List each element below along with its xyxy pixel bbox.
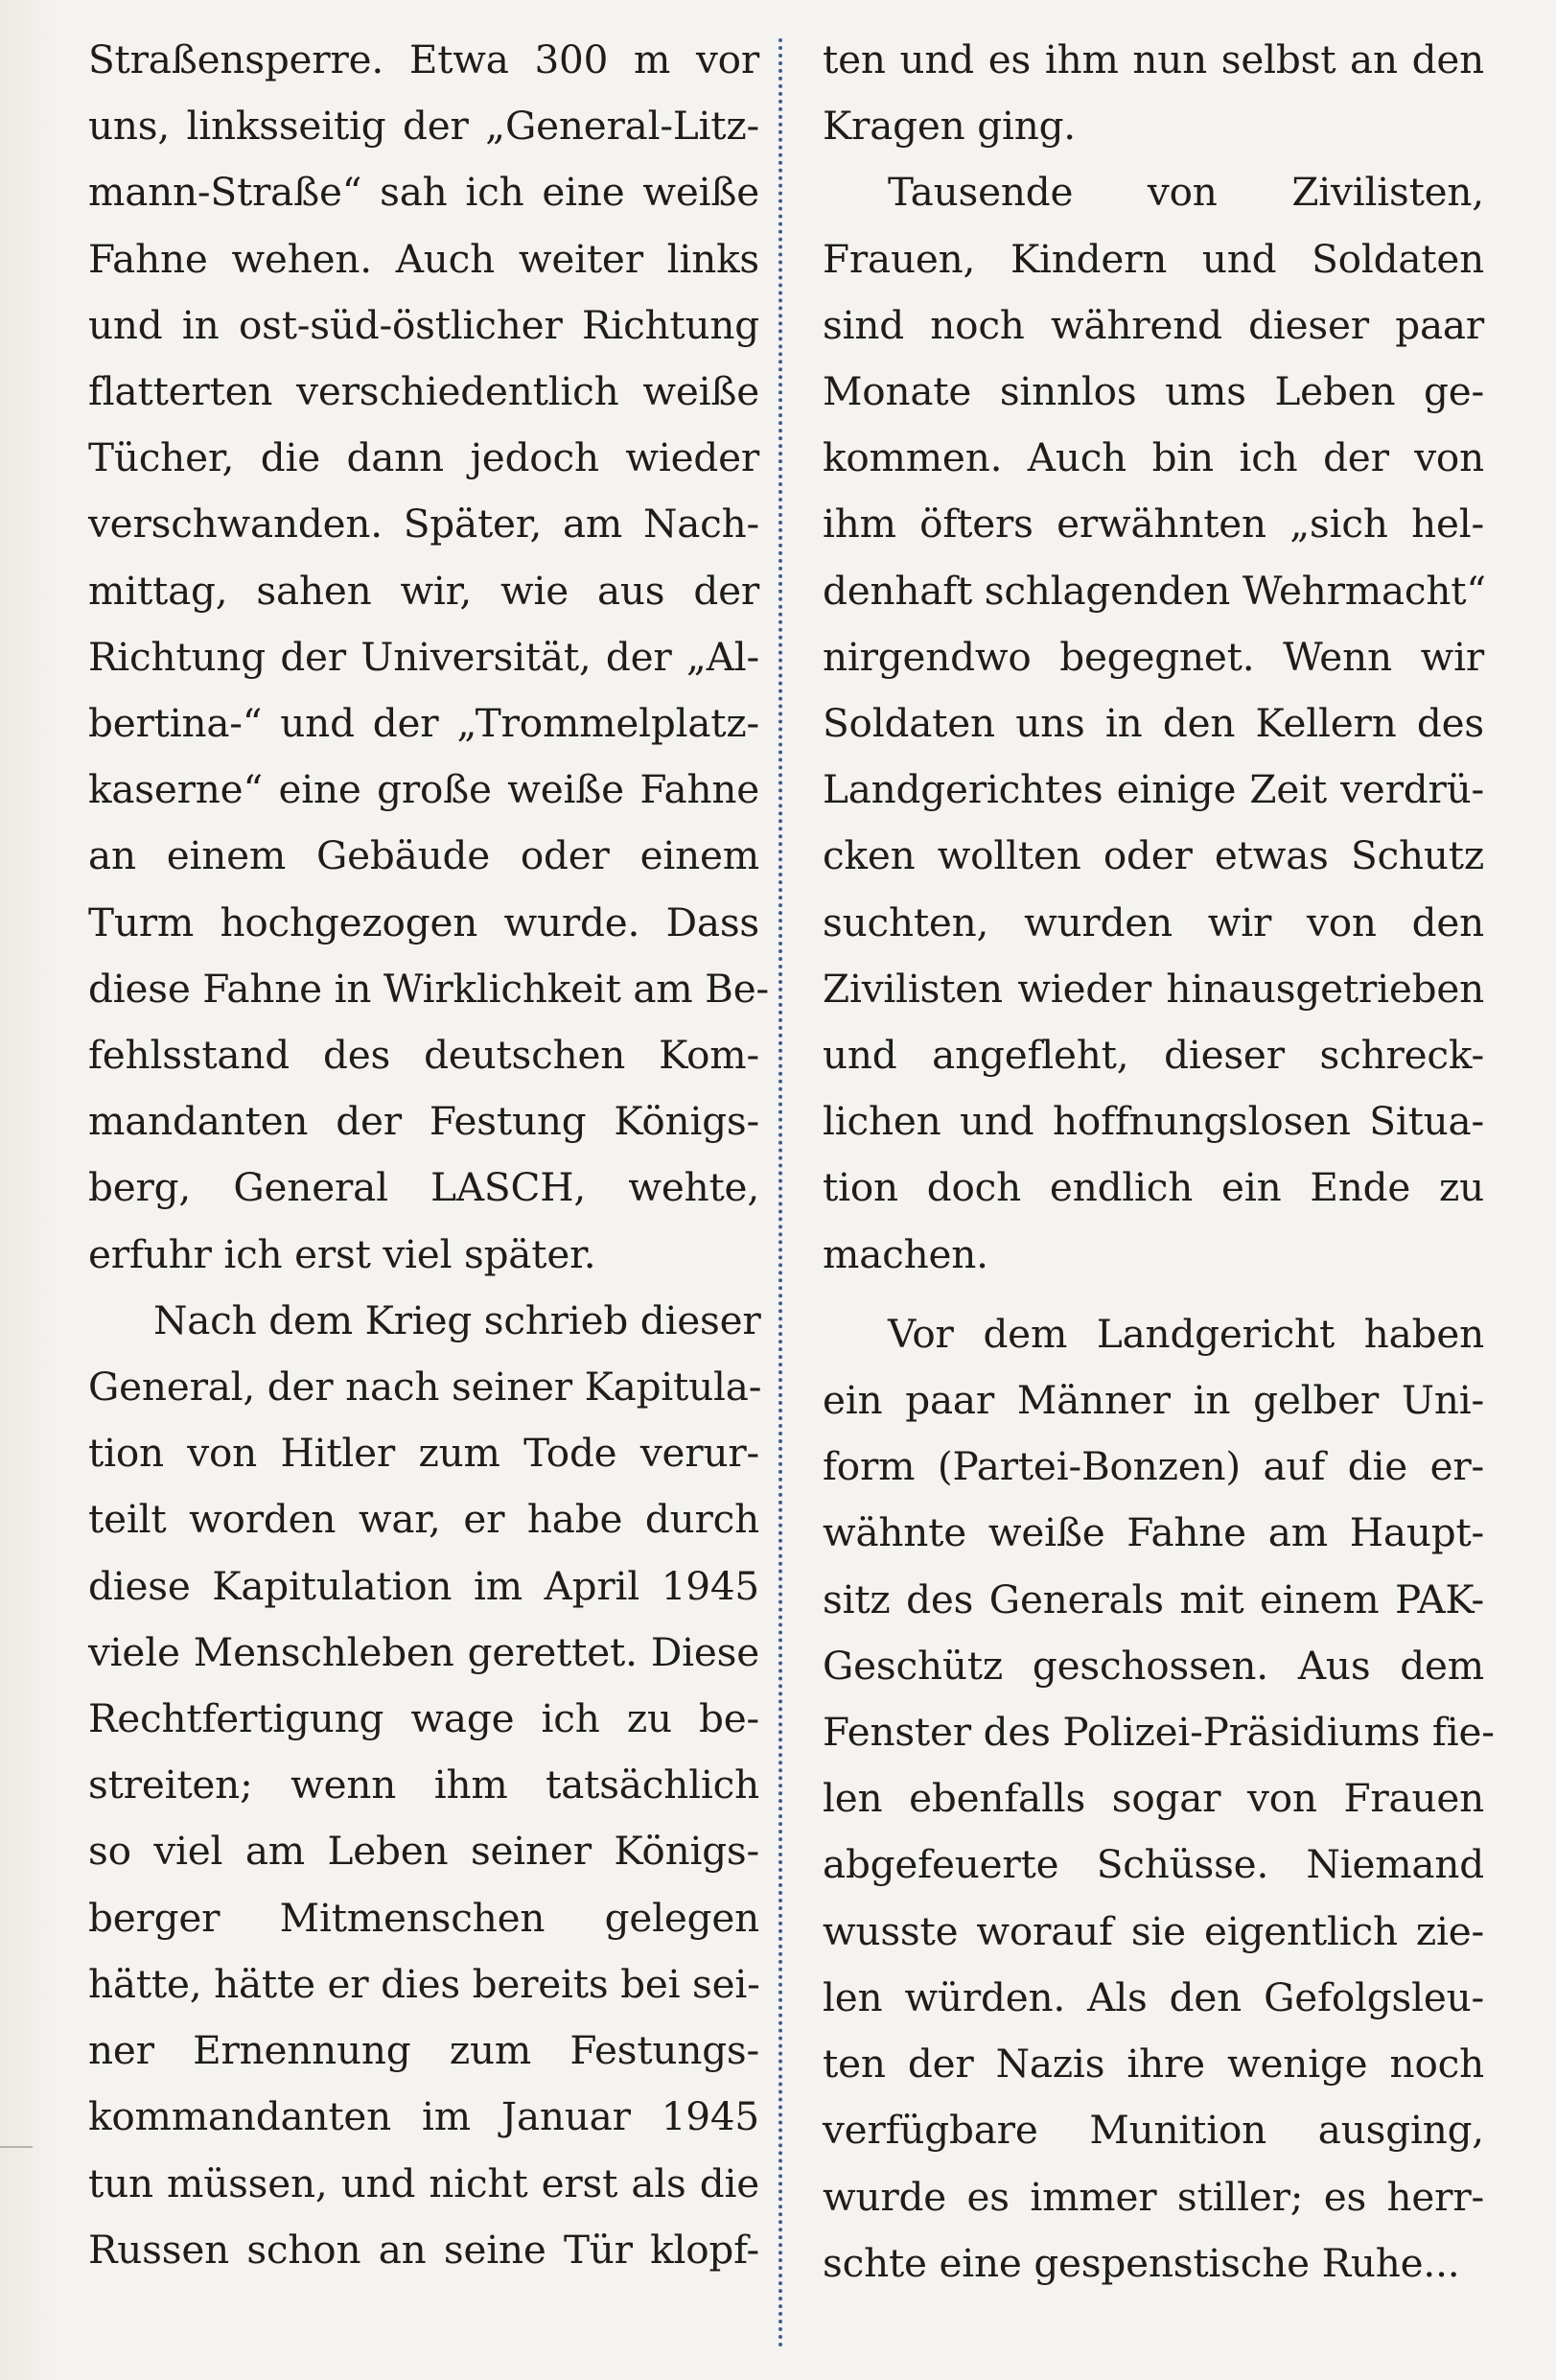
text-line: Nach dem Krieg schrieb dieser [153,1296,761,1343]
text-line: kommandanten im Januar 1945 [88,2093,759,2140]
text-line: wähnte weiße Fahne am Haupt- [823,1509,1484,1556]
text-line: uns, linksseitig der „General-Litz- [88,103,759,150]
text-line: len ebenfalls sogar von Frauen [823,1775,1484,1822]
text-line: tion von Hitler zum Tode verur- [88,1430,759,1477]
text-line: erfuhr ich erst viel später. [88,1230,596,1277]
text-line: teilt worden war, er habe durch [88,1496,759,1543]
text-line: fehlsstand des deutschen Kom- [88,1032,759,1079]
text-line: ten der Nazis ihre wenige noch [823,2041,1484,2088]
text-line: berger Mitmenschen gelegen [88,1894,759,1941]
text-line: len würden. Als den Gefolgsleu- [823,1973,1484,2020]
right-column [823,27,1495,2297]
text-line: diese Fahne in Wirklichkeit am Be- [88,965,769,1012]
text-line: Landgerichtes einige Zeit verdrü- [823,766,1484,813]
text-line: kommen. Auch bin ich der von [823,434,1484,481]
left-column [88,27,769,2283]
text-line: und in ost-süd-östlicher Richtung [88,301,759,348]
text-line: cken wollten oder etwas Schutz [823,832,1484,879]
text-line: General, der nach seiner Kapitula- [88,1364,762,1411]
text-line: mittag, sahen wir, wie aus der [88,567,759,614]
text-line: und angefleht, dieser schreck- [823,1032,1484,1079]
text-line: sitz des Generals mit einem PAK- [823,1575,1484,1622]
column-divider [778,38,782,2349]
text-line: mann-Straße“ sah ich eine weiße [88,169,759,216]
text-line: Monate sinnlos ums Leben ge- [823,368,1484,415]
text-line: wusste worauf sie eigentlich zie- [823,1907,1484,1954]
text-line: lichen und hoffnungslosen Situa- [823,1098,1484,1145]
text-line: streiten; wenn ihm tatsächlich [88,1762,759,1808]
text-line: sind noch während dieser paar [823,301,1484,348]
text-line: bertina-“ und der „Trommelplatz- [88,700,759,747]
text-line: tion doch endlich ein Ende zu [823,1164,1484,1211]
text-line: Geschütz geschossen. Aus dem [823,1642,1484,1689]
paragraph [823,159,1484,1287]
text-line: Kragen ging. [823,103,1076,150]
text-line: suchten, wurden wir von den [823,898,1484,945]
text-line: verfügbare Munition ausging, [823,2107,1484,2154]
text-line: Soldaten uns in den Kellern des [823,700,1484,747]
text-line: Zivilisten wieder hinausgetrieben [823,965,1484,1012]
text-line: Fahne wehen. Auch weiter links [88,235,759,282]
text-line: schte eine gespenstische Ruhe... [823,2239,1460,2286]
text-line: Tausende von Zivilisten, [888,169,1484,216]
text-line: Frauen, Kindern und Soldaten [823,235,1484,282]
text-line: Richtung der Universität, der „Al- [88,633,759,680]
text-line: abgefeuerte Schüsse. Niemand [823,1841,1484,1888]
text-line: ner Ernennung zum Festungs- [88,2027,759,2074]
paragraph [823,27,1484,159]
text-line: ten und es ihm nun selbst an den [823,36,1484,82]
text-line: an einem Gebäude oder einem [88,832,759,879]
text-line: kaserne“ eine große weiße Fahne [88,766,759,813]
text-line: tun müssen, und nicht erst als die [88,2159,759,2206]
text-line: machen. [823,1230,988,1277]
text-line: viele Menschleben gerettet. Diese [88,1628,759,1675]
text-line: wurde es immer stiller; es herr- [823,2173,1484,2220]
paragraph-gap [823,1288,1484,1301]
margin-mark [0,2146,33,2148]
text-line: hätte, hätte er dies bereits bei sei- [88,1960,760,2007]
text-line: verschwanden. Später, am Nach- [88,501,759,548]
text-line: Russen schon an seine Tür klopf- [88,2226,759,2273]
text-line: so viel am Leben seiner Königs- [88,1828,759,1875]
text-line: Turm hochgezogen wurde. Dass [88,898,759,945]
text-line: Tücher, die dann jedoch wieder [88,434,759,481]
text-line: mandanten der Festung Königs- [88,1098,759,1145]
text-line: Rechtfertigung wage ich zu be- [88,1695,759,1742]
paragraph [823,1301,1495,2297]
text-line: denhaft schlagenden Wehrmacht“ [823,567,1486,614]
paragraph [88,1288,762,2283]
text-line: berg, General LASCH, wehte, [88,1164,759,1211]
text-line: ein paar Männer in gelber Uni- [823,1377,1484,1424]
text-line: Vor dem Landgericht haben [888,1310,1484,1357]
text-line: nirgendwo begegnet. Wenn wir [823,633,1484,680]
paragraph [88,27,769,1288]
text-line: diese Kapitulation im April 1945 [88,1562,759,1609]
text-line: Fenster des Polizei-Präsidiums fie- [823,1709,1495,1756]
text-line: ihm öfters erwähnten „sich hel- [823,501,1484,548]
text-line: form (Partei-Bonzen) auf die er- [823,1443,1484,1490]
text-line: Straßensperre. Etwa 300 m vor [88,36,759,82]
text-line: flatterten verschiedentlich weiße [88,368,759,415]
